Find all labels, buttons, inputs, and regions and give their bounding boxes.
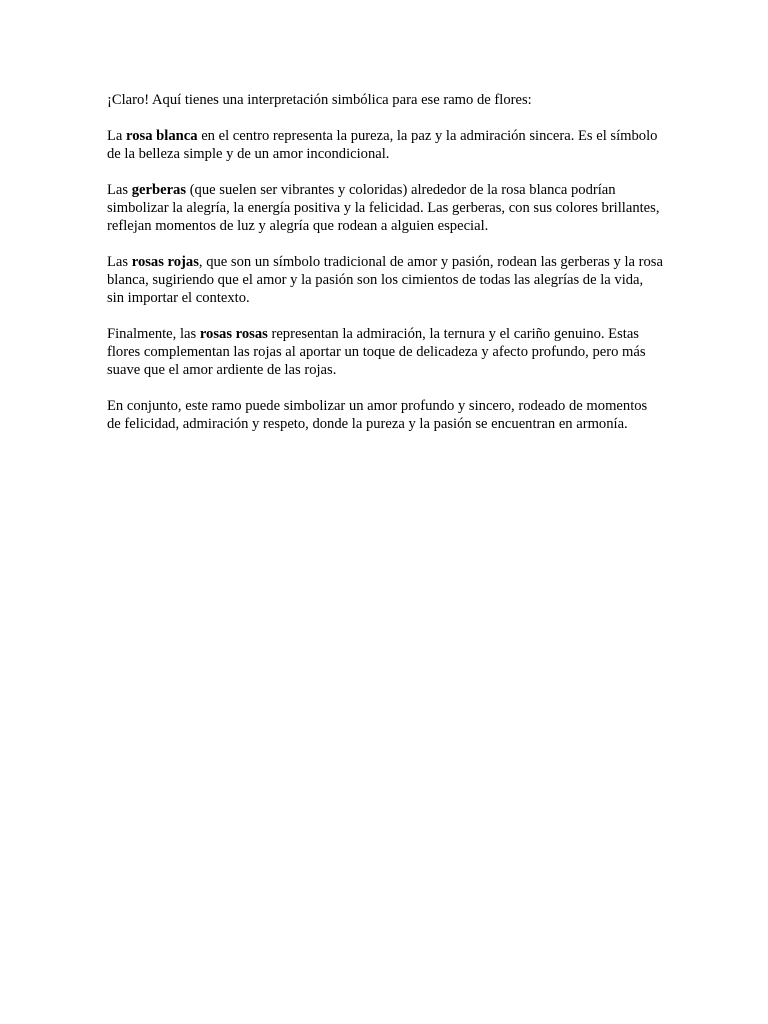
bold-term: gerberas [131,182,187,198]
bold-term: rosa blanca [126,128,198,144]
intro-paragraph: ¡Claro! Aquí tienes una interpretación simbólica para ese ramo de flores: [107,92,532,108]
document-body [107,91,663,451]
paragraph-text: (que suelen ser vibrantes y coloridas) alrededor de la rosa blanca podrían simbolizar la alegría, la energía positiva y la felicidad. Las gerberas, con sus colores brillantes, reflejan momentos de luz y alegría que rodean a alguien especial. [107,182,660,234]
bold-term: rosas rojas [131,254,199,270]
paragraph-gerberas [107,181,663,235]
paragraph-text: La [107,128,127,144]
paragraph-rosas-rosas [107,325,663,379]
paragraph-rosa-blanca [107,127,663,163]
paragraph-rosas-rojas [107,253,663,307]
bold-term: rosas rosas [199,326,268,342]
paragraph-text: Las [107,254,132,270]
conclusion-paragraph: En conjunto, este ramo puede simbolizar un amor profundo y sincero, rodeado de momentos de felicidad, admiración y respeto, donde la pureza y la pasión se encuentran en armonía. [107,398,648,432]
paragraph-text: representan la admiración, la ternura y el cariño genuino. Estas flores complementan las rojas al aportar un toque de delicadeza y afecto profundo, pero más suave que el amor ardiente de las rojas. [107,326,646,378]
paragraph-text: , que son un símbolo tradicional de amor y pasión, rodean las gerberas y la rosa blanca, sugiriendo que el amor y la pasión son los cimientos de todas las alegrías de la vida, sin importar el contexto. [107,254,663,306]
paragraph-text: Finalmente, las [107,326,200,342]
paragraph-text: Las [107,182,132,198]
paragraph-text: en el centro representa la pureza, la paz y la admiración sincera. Es el símbolo de la belleza simple y de un amor incondicional. [107,128,658,162]
